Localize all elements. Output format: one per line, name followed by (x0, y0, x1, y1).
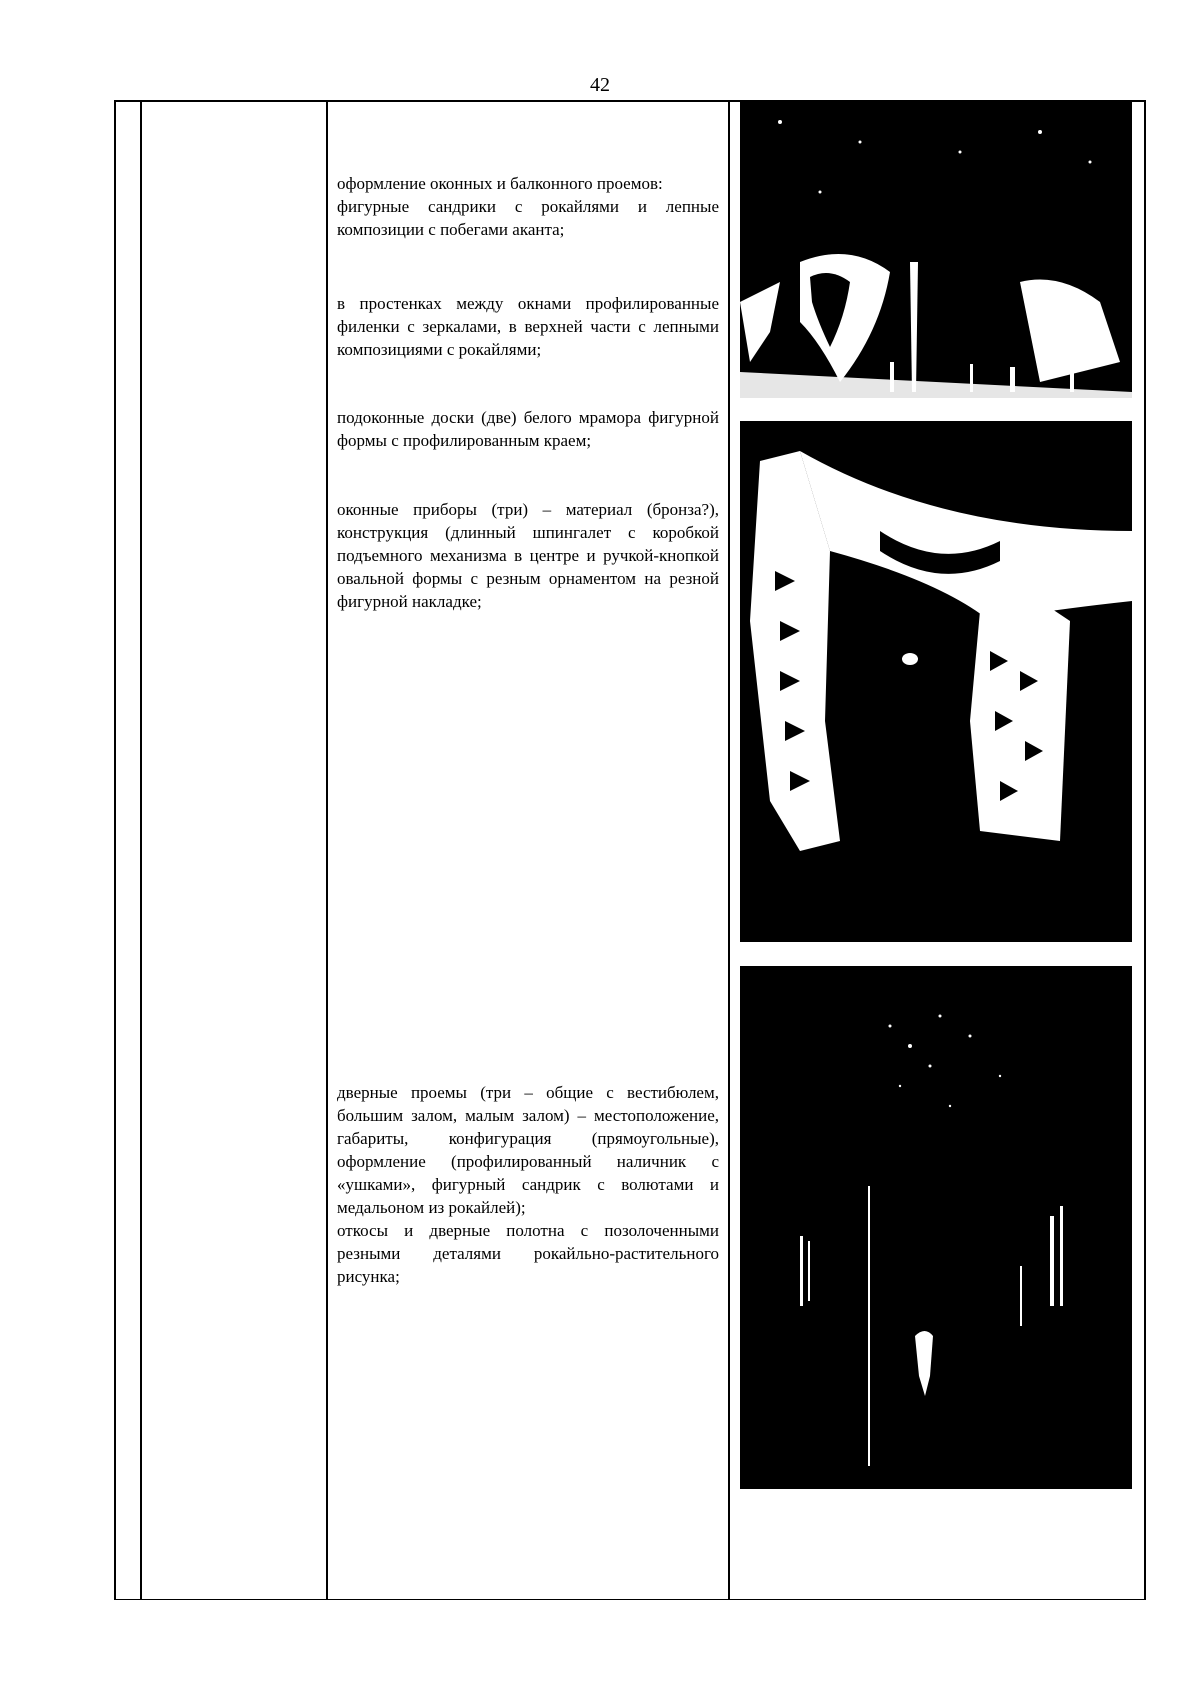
text-paragraph: оформление оконных и балконного проемов: (337, 174, 663, 193)
table-column-divider-1 (140, 100, 142, 1600)
table-border-bottom (114, 1599, 1146, 1601)
photo-window-drapery-image (740, 421, 1132, 942)
text-paragraph: откосы и дверные полотна с позолоченными резными деталями рокайльно-растительного рисунка; (337, 1221, 719, 1286)
table-border-left (114, 100, 116, 1600)
text-paragraph: оконные приборы (три) – материал (бронза?), конструкция (длинный шпингалет с коробкой подъемного механизма в центре и ручкой-кнопкой овальной формы с резным орнаментом на резной фигурной накладке; (337, 500, 719, 611)
table-column-divider-2 (326, 100, 328, 1600)
table-column-divider-3 (728, 100, 730, 1600)
photo-ceiling-decor (740, 102, 1132, 398)
photo-doorway-interior (740, 966, 1132, 1489)
text-block-doorways (337, 1081, 719, 1288)
text-paragraph: дверные проемы (три – общие с вестибюлем, большим залом, малым залом) – местоположение, габариты, конфигурация (прямоугольные), оформление (профилированный наличник с «ушками», фигурный сандрик с волютами и медальоном из рокайлей); (337, 1083, 719, 1217)
text-paragraph: фигурные сандрики с рокайлями и лепные композиции с побегами аканта; (337, 197, 719, 239)
text-paragraph: подоконные доски (две) белого мрамора фигурной формы с профилированным краем; (337, 408, 719, 450)
text-block-window-sills (337, 406, 719, 452)
photo-ceiling-decor-image (740, 102, 1132, 398)
page-number: 42 (590, 74, 610, 96)
text-block-window-openings (337, 172, 719, 241)
table-border-right (1144, 100, 1146, 1600)
photo-doorway-interior-image (740, 966, 1132, 1489)
text-paragraph: в простенках между окнами профилированные филенки с зеркалами, в верхней части с лепными композициями с рокайлями; (337, 294, 719, 359)
text-block-piers (337, 292, 719, 361)
text-block-window-hardware (337, 498, 719, 613)
photo-window-drapery (740, 421, 1132, 942)
